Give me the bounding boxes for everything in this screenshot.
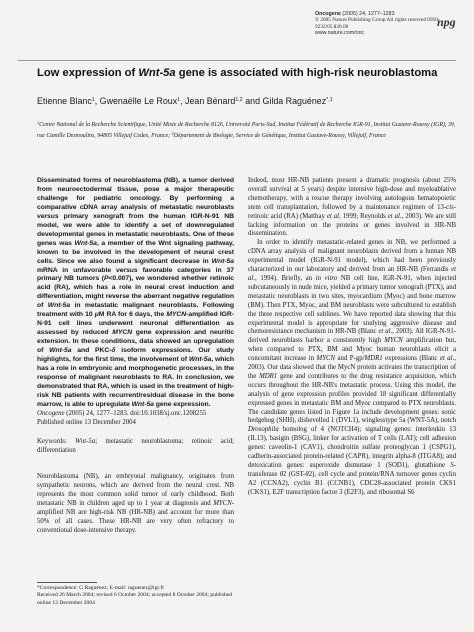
article-citation: Oncogene (2005) 24, 1277–1283. doi:10.1038/sj.onc.1208255 Published online 13 December 2004	[37, 409, 207, 426]
footnote	[37, 585, 237, 607]
received-dates: Received 26 March 2004; revised 6 October 2004; accepted 8 October 2004; published online 13 December 2004	[37, 592, 233, 606]
affiliation-1: Centre National de la Recherche Scientifique, Unité Mixte de Recherche 8126, Université Paris-Sud, Institut Fédératif de Recherche IGR-91, Institut Gustave-Roussy (IGR), 39, rue Camille Desmoulins, 94805 Villejuif Cedex, France;	[37, 122, 456, 139]
title-prefix: Low expression of	[37, 67, 139, 79]
author-name: Etienne Blanc	[37, 96, 92, 106]
affiliation-2-marker: 2	[171, 130, 174, 136]
author-name: Gwenaëlle Le Roux	[99, 96, 178, 106]
affiliation-2: Département de Biologie, Service de Génétique, Institut Gustave-Roussy, Villejuif, France	[173, 132, 387, 139]
npg-logo-icon	[436, 12, 456, 32]
correspondence-note: *Correspondence: G Raguénez; E-mail: raguenez@igr.fr	[37, 585, 165, 591]
header-divider	[18, 60, 456, 61]
author-affiliation-marker: *,1	[326, 97, 333, 103]
journal-url[interactable]: www.nature.com/onc	[315, 30, 365, 37]
introduction-text: Neuroblastoma (NB), an embryonal malignancy, originates from sympathetic neurons, which are derived from the neural crest. NB represents the most common solid tumor of early childhood. Both metastatic NB in children aged up to 1 year at diagnosis and MYCN-amplified NB are high-risk NB (HR-NB) and account for more than 50% of all cases. These HR-NB are very often refractory to conventional dose-intensive therapy.	[37, 473, 234, 534]
copyright-line: © 2005 Nature Publishing Group All rights reserved 0950-9232/05 $30.00	[315, 17, 440, 30]
journal-volume: (2005) 24, 1277–1283	[342, 11, 395, 17]
author-name: Jean Bénard	[185, 96, 236, 106]
paragraph-1: Indeed, most HR-NB patients present a dramatic prognosis (about 25% overall survival at 5 years) despite intensive high-dose and myeloablative chemotherapy, with a rescue therapy involving autologous hematopoietic stem cell transplantation, followed by a maintenance regimen of 13-cis-retinoic acid (RA) (Matthay et al, 1999; Reynolds et al., 2003). We are still lacking information on the proteins or genes involved in HR-NB dissemination.	[248, 177, 456, 238]
abstract: Disseminated forms of neuroblastoma (NB), a tumor derived from neuroectodermal tissue, pose a major therapeutic challenge for pediatric oncology. By performing a comparative cDNA array analysis of metastatic neuroblasts versus primary xenograft from the human IGR-N-91 NB model, we were able to identify a set of downregulated developmental genes in metastatic neuroblasts. One of these genes was Wnt-5a, a member of the Wnt signaling pathway, known to be involved in the development of neural crest cells. Since we also found a significant decrease in Wnt-5a mRNA in unfavorable versus favorable categories in 37 primary NB tumors (P<0.007), we wondered whether retinoic acid (RA), which has a role in neural crest induction and differentiation, might reverse the aberrant negative regulation of Wnt-5a in metastatic malignant neuroblasts. Following treatment with 10 μM RA for 6 days, the MYCN-amplified IGR-N-91 cell lines underwent neuronal differentiation as assessed by reduced MYCN gene expression and neuritic extension. In these conditions, data showed an upregulation of Wnt-5a and PKC-δ isoform expressions. Our study highlights, for the first time, the involvement of Wnt-5a, which has a role in embryonic and morphogenetic processes, in the response of malignant neuroblasts to RA. In conclusion, we demonstrated that RA, which is used in the treatment of high-risk NB patients with recurrent/residual disease in the bone marrow, is able to upregulate Wnt-5a gene expression.	[37, 177, 235, 408]
author-affiliation-marker: 1,2	[235, 97, 243, 103]
affiliations	[37, 119, 457, 141]
journal-name: Oncogene	[315, 11, 341, 17]
right-column	[248, 177, 456, 498]
paragraph-2: In order to identify metastatic-related genes in NB, we performed a cDNA array analysis of malignant neuroblasts derived from a human NB experimental model (IGR-N-91 model), which had been previously characterized in our laboratory and derived from an HR-NB (Ferrandis et al., 1994). Briefly, an in vitro NB cell line, IGR-N-91, when injected subcutaneously in nude mice, yielded a primary tumor xenograft (PTX), and metastatic neuroblasts in two sites, myocardium (Myoc) and bone marrow (BM). Then PTX, Myoc, and BM neuroblasts were subcultured to establish the three respective cell sublines. We have reported data showing that this experimental model is appropriate for studying aggressive disease and chemoresistance mechanism in HR-NB (Blanc et al., 2003). All IGR-N-91-derived neuroblasts harbor a consistently high MYCN amplification but, when compared to PTX, BM and Myoc human neuroblasts elicit a concomitant increase in MYCN and P-gp/MDR1 expressions (Blanc et al., 2003). Our data showed that the MycN protein activates the transcription of the MDR1 gene and contributes to the drug resistance acquisition, which occurs throughout the HR-NB's metastatic process. Using this model, the analysis of gene expression profiles provided 18 significant differentially expressed genes in metastatic BM and Myoc compared to PTX neuroblasts. The candidate genes listed in Figure 1a include development genes: sonic hedgehog (SHH), dishevelled 1 (DVL1), winglesstype 5a (WNT-5A), notch Drosophila homolog of 4 (NOTCH4); signaling genes: interleukin 13 (IL13), basigin (BSG), linker for activation of T cells (LAT); cell adhesion genes: caveolin-1 (CAV1), chondroitin sulfate proteoglycan 1 (CSPG1), cadherin-associated protein-related (CAPR), integrin alpha-8 (ITGA8); and detoxication genes: superoxide dismutase 1 (SOD1), glutathione S-transferase θ2 (GST-θ2), cell cycle and protein/RNA turnover genes cyclin A2 (CCNA2), cyclin B1 (CCNB1), CDC28-associated protein CKS1 (CKS1), E2F transcription factor 3 (E2F3), and ribosomal S6	[248, 239, 457, 496]
affiliation-1-marker: 1	[37, 120, 40, 125]
footnote-divider	[37, 582, 97, 583]
journal-header	[315, 11, 455, 37]
published-date: Published online 13 December 2004	[37, 418, 136, 426]
article-title	[37, 66, 447, 80]
title-suffix: gene is associated with high-risk neuroblastoma	[175, 67, 438, 79]
svg-text:npg: npg	[437, 15, 456, 29]
author-affiliation-marker: 1	[91, 97, 95, 103]
author-affiliation-marker: 1	[177, 97, 181, 103]
left-column	[37, 177, 234, 536]
author-list: Etienne Blanc$^1$, Gwenaëlle Le Roux$^1$, Jean Bénard$^{1,2}$ and Gilda Raguénez$^{*,1}$	[37, 96, 333, 106]
keywords: Keywords: Wnt-5a; metastatic neuroblastoma; retinoic acid; differentiation	[37, 437, 235, 454]
author-name: Gilda Raguénez	[262, 96, 327, 106]
title-gene: Wnt-5a	[138, 67, 176, 79]
